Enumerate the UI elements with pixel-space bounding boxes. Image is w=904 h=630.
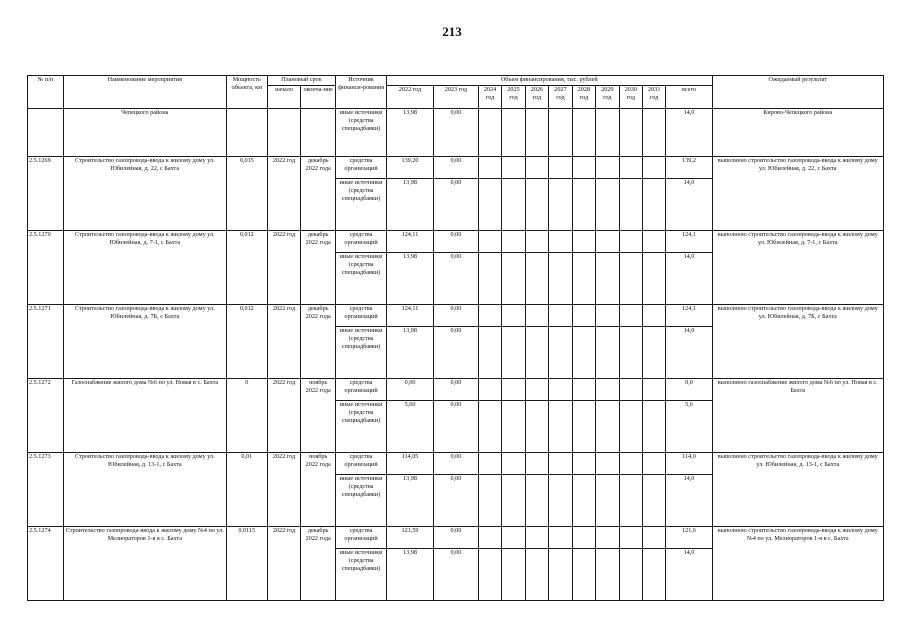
- row-source: средства организаций: [336, 305, 387, 327]
- row-name: Чепецкого района: [63, 109, 226, 157]
- row-result: выполнено газоснабжение жилого дома №6 по ул. Новая в с. Бахта: [712, 379, 884, 453]
- empty-cell: [549, 179, 572, 231]
- row-source: иные источники (средства спецнадбавки): [336, 549, 387, 601]
- empty-cell: [619, 179, 642, 231]
- value-2022: 114,05: [387, 453, 434, 475]
- table-row: [28, 379, 884, 401]
- value-2023: 0,00: [433, 179, 478, 231]
- value-2022: 13,98: [387, 109, 434, 157]
- value-total: 121,6: [666, 527, 712, 549]
- value-2023: 0,00: [433, 231, 478, 253]
- empty-cell: [549, 109, 572, 157]
- row-source: иные источники (средства спецнадбавки): [336, 401, 387, 453]
- row-name: Строительство газопровода-ввода к жилому дому ул. Юбилейная, д. 22, с Бахта: [63, 157, 226, 231]
- value-total: 14,0: [666, 179, 712, 231]
- empty-cell: [478, 401, 501, 453]
- value-2022: 13,98: [387, 253, 434, 305]
- empty-cell: [572, 453, 595, 475]
- empty-cell: [643, 527, 666, 549]
- empty-cell: [549, 253, 572, 305]
- row-name: Строительство газопровода-ввода к жилому дому ул. Юбилейная, д. 13-1, с Бахта: [63, 453, 226, 527]
- empty-cell: [226, 109, 267, 157]
- header-year-2028: 2028 год: [572, 86, 595, 109]
- empty-cell: [502, 379, 525, 401]
- row-capacity: 0,012: [226, 305, 267, 379]
- table-row: [28, 453, 884, 475]
- value-total: 139,2: [666, 157, 712, 179]
- empty-cell: [572, 109, 595, 157]
- value-total: 124,1: [666, 305, 712, 327]
- value-2022: 121,59: [387, 527, 434, 549]
- empty-cell: [525, 401, 548, 453]
- row-capacity: 0,01: [226, 453, 267, 527]
- header-total: всего: [666, 86, 712, 109]
- empty-cell: [502, 327, 525, 379]
- empty-cell: [643, 231, 666, 253]
- header-name: Наименование мероприятия: [63, 76, 226, 109]
- row-num: 2.5.1269: [28, 157, 64, 231]
- empty-cell: [596, 253, 619, 305]
- empty-cell: [525, 157, 548, 179]
- empty-cell: [549, 475, 572, 527]
- value-2023: 0,00: [433, 453, 478, 475]
- empty-cell: [572, 231, 595, 253]
- value-total: 5,6: [666, 401, 712, 453]
- empty-cell: [572, 379, 595, 401]
- empty-cell: [643, 109, 666, 157]
- empty-cell: [478, 379, 501, 401]
- header-year-2024: 2024 год: [478, 86, 501, 109]
- row-source: средства организаций: [336, 453, 387, 475]
- empty-cell: [502, 453, 525, 475]
- empty-cell: [525, 379, 548, 401]
- empty-cell: [643, 401, 666, 453]
- row-source: иные источники (средства спецнадбавки): [336, 109, 387, 157]
- row-capacity: 0,012: [226, 231, 267, 305]
- row-end: декабрь 2022 года: [301, 231, 336, 305]
- value-2023: 0,00: [433, 549, 478, 601]
- empty-cell: [549, 549, 572, 601]
- row-source: иные источники (средства спецнадбавки): [336, 475, 387, 527]
- value-2023: 0,00: [433, 327, 478, 379]
- table-row: [28, 109, 884, 157]
- empty-cell: [619, 157, 642, 179]
- table-row: [28, 305, 884, 327]
- row-start: 2022 год: [267, 379, 301, 453]
- empty-cell: [525, 527, 548, 549]
- empty-cell: [596, 179, 619, 231]
- value-2022: 13,98: [387, 475, 434, 527]
- header-year-2025: 2025 год: [502, 86, 525, 109]
- empty-cell: [502, 179, 525, 231]
- funding-table: [27, 75, 884, 601]
- row-start: 2022 год: [267, 305, 301, 379]
- row-start: 2022 год: [267, 527, 301, 601]
- value-2023: 0,00: [433, 379, 478, 401]
- empty-cell: [525, 305, 548, 327]
- row-num: 2.5.1273: [28, 453, 64, 527]
- value-2023: 0,00: [433, 475, 478, 527]
- value-2023: 0,00: [433, 109, 478, 157]
- row-capacity: 0,0115: [226, 527, 267, 601]
- value-2022: 13,98: [387, 327, 434, 379]
- empty-cell: [596, 453, 619, 475]
- row-source: иные источники (средства спецнадбавки): [336, 253, 387, 305]
- value-total: 14,0: [666, 549, 712, 601]
- empty-cell: [301, 109, 336, 157]
- row-num: 2.5.1274: [28, 527, 64, 601]
- header-capacity: Мощность объекта, км: [226, 76, 267, 109]
- empty-cell: [643, 379, 666, 401]
- empty-cell: [525, 179, 548, 231]
- empty-cell: [643, 253, 666, 305]
- value-total: 124,1: [666, 231, 712, 253]
- empty-cell: [478, 327, 501, 379]
- row-num: [28, 109, 64, 157]
- empty-cell: [502, 109, 525, 157]
- empty-cell: [572, 327, 595, 379]
- empty-cell: [596, 549, 619, 601]
- empty-cell: [619, 379, 642, 401]
- empty-cell: [549, 305, 572, 327]
- row-source: средства организаций: [336, 157, 387, 179]
- empty-cell: [549, 157, 572, 179]
- empty-cell: [502, 401, 525, 453]
- empty-cell: [572, 401, 595, 453]
- row-end: декабрь 2022 года: [301, 305, 336, 379]
- empty-cell: [549, 453, 572, 475]
- value-2022: 124,11: [387, 231, 434, 253]
- header-end: оконча-ние: [301, 86, 336, 109]
- header-funding: Объем финансирования, тыс. рублей: [387, 76, 712, 86]
- row-num: 2.5.1272: [28, 379, 64, 453]
- empty-cell: [572, 527, 595, 549]
- empty-cell: [525, 231, 548, 253]
- empty-cell: [549, 327, 572, 379]
- empty-cell: [619, 231, 642, 253]
- value-2023: 0,00: [433, 401, 478, 453]
- value-total: 14,0: [666, 253, 712, 305]
- row-name: Строительство газопровода-ввода к жилому дому №4 по ул. Мелиораторов 1-я в с. Бахта: [63, 527, 226, 601]
- header-start: начало: [267, 86, 301, 109]
- empty-cell: [478, 179, 501, 231]
- page-number: 213: [442, 24, 462, 39]
- empty-cell: [619, 327, 642, 379]
- row-end: ноябрь 2022 года: [301, 379, 336, 453]
- empty-cell: [596, 109, 619, 157]
- empty-cell: [619, 109, 642, 157]
- empty-cell: [643, 305, 666, 327]
- empty-cell: [596, 231, 619, 253]
- empty-cell: [549, 379, 572, 401]
- header-year-2022: 2022 год: [387, 86, 434, 109]
- value-total: 114,0: [666, 453, 712, 475]
- empty-cell: [478, 549, 501, 601]
- row-result: выполнено строительство газопровода-ввода к жилому дому ул. Юбилейная, д. 7Б, с Бахта: [712, 305, 884, 379]
- empty-cell: [478, 305, 501, 327]
- empty-cell: [525, 453, 548, 475]
- value-2022: 0,00: [387, 379, 434, 401]
- empty-cell: [619, 305, 642, 327]
- value-2023: 0,00: [433, 527, 478, 549]
- empty-cell: [572, 179, 595, 231]
- empty-cell: [643, 549, 666, 601]
- header-year-2023: 2023 год: [433, 86, 478, 109]
- empty-cell: [549, 231, 572, 253]
- empty-cell: [572, 549, 595, 601]
- empty-cell: [502, 549, 525, 601]
- value-2022: 13,98: [387, 179, 434, 231]
- empty-cell: [643, 157, 666, 179]
- empty-cell: [478, 527, 501, 549]
- empty-cell: [478, 157, 501, 179]
- empty-cell: [502, 475, 525, 527]
- row-name: Строительство газопровода-ввода к жилому дому ул. Юбилейная, д. 7-1, с Бахта: [63, 231, 226, 305]
- row-source: иные источники (средства спецнадбавки): [336, 179, 387, 231]
- value-2023: 0,00: [433, 253, 478, 305]
- row-source: средства организаций: [336, 231, 387, 253]
- empty-cell: [478, 109, 501, 157]
- row-name: Газоснабжение жилого дома №6 по ул. Новая в с. Бахта: [63, 379, 226, 453]
- value-2023: 0,00: [433, 157, 478, 179]
- empty-cell: [596, 475, 619, 527]
- empty-cell: [478, 453, 501, 475]
- row-start: 2022 год: [267, 231, 301, 305]
- value-2022: 139,20: [387, 157, 434, 179]
- empty-cell: [525, 549, 548, 601]
- empty-cell: [478, 475, 501, 527]
- header-year-2029: 2029 год: [596, 86, 619, 109]
- header-year-2026: 2026 год: [525, 86, 548, 109]
- empty-cell: [525, 327, 548, 379]
- value-total: 14,0: [666, 109, 712, 157]
- header-source: Источник финанси-рования: [336, 76, 387, 109]
- table-body: [28, 109, 884, 601]
- row-start: 2022 год: [267, 157, 301, 231]
- value-2022: 5,60: [387, 401, 434, 453]
- value-total: 0,0: [666, 379, 712, 401]
- row-result: выполнено строительство газопровода-ввода к жилому дому ул. Юбилейная, д. 13-1, с Бахта: [712, 453, 884, 527]
- row-source: средства организаций: [336, 527, 387, 549]
- empty-cell: [525, 253, 548, 305]
- empty-cell: [478, 231, 501, 253]
- table-row: [28, 527, 884, 549]
- value-2022: 13,98: [387, 549, 434, 601]
- empty-cell: [502, 527, 525, 549]
- row-source: средства организаций: [336, 379, 387, 401]
- empty-cell: [596, 157, 619, 179]
- table-row: [28, 157, 884, 179]
- empty-cell: [549, 527, 572, 549]
- header-term: Плановый срок: [267, 76, 335, 86]
- row-num: 2.5.1271: [28, 305, 64, 379]
- empty-cell: [619, 475, 642, 527]
- empty-cell: [596, 401, 619, 453]
- empty-cell: [525, 109, 548, 157]
- empty-cell: [596, 527, 619, 549]
- empty-cell: [643, 453, 666, 475]
- header-num: № п/п: [28, 76, 64, 109]
- empty-cell: [643, 327, 666, 379]
- header-result: Ожидаемый результат: [712, 76, 884, 109]
- empty-cell: [502, 231, 525, 253]
- row-name: Строительство газопровода-ввода к жилому дому ул. Юбилейная, д. 7Б, с Бахта: [63, 305, 226, 379]
- empty-cell: [619, 253, 642, 305]
- row-result: выполнено строительство газопровода-ввода к жилому дому ул. Юбилейная, д. 22, с Бахта: [712, 157, 884, 231]
- empty-cell: [502, 253, 525, 305]
- row-num: 2.5.1270: [28, 231, 64, 305]
- empty-cell: [502, 157, 525, 179]
- empty-cell: [525, 475, 548, 527]
- empty-cell: [596, 327, 619, 379]
- empty-cell: [619, 401, 642, 453]
- empty-cell: [643, 179, 666, 231]
- empty-cell: [619, 549, 642, 601]
- header-year-2030: 2030 год: [619, 86, 642, 109]
- empty-cell: [572, 157, 595, 179]
- row-start: 2022 год: [267, 453, 301, 527]
- empty-cell: [572, 305, 595, 327]
- empty-cell: [549, 401, 572, 453]
- table-header: [28, 76, 884, 109]
- value-total: 14,0: [666, 475, 712, 527]
- value-2023: 0,00: [433, 305, 478, 327]
- empty-cell: [267, 109, 301, 157]
- value-total: 14,0: [666, 327, 712, 379]
- row-result: выполнено строительство газопровода-ввода к жилому дому ул. Юбилейная, д. 7-1, с Бахта: [712, 231, 884, 305]
- empty-cell: [619, 527, 642, 549]
- empty-cell: [596, 379, 619, 401]
- empty-cell: [478, 253, 501, 305]
- row-capacity: 0: [226, 379, 267, 453]
- row-end: декабрь 2022 года: [301, 157, 336, 231]
- row-source: иные источники (средства спецнадбавки): [336, 327, 387, 379]
- header-year-2027: 2027 год: [549, 86, 572, 109]
- header-year-2031: 2031 год: [643, 86, 666, 109]
- row-result: выполнено строительство газопровода-ввода к жилому дому №4 по ул. Мелиораторов 1-я в с. Бахта: [712, 527, 884, 601]
- empty-cell: [572, 253, 595, 305]
- table-row: [28, 231, 884, 253]
- empty-cell: [643, 475, 666, 527]
- row-end: декабрь 2022 года: [301, 527, 336, 601]
- empty-cell: [619, 453, 642, 475]
- row-capacity: 0,015: [226, 157, 267, 231]
- empty-cell: [572, 475, 595, 527]
- empty-cell: [596, 305, 619, 327]
- row-result: Кирово-Чепецкого района: [712, 109, 884, 157]
- row-end: ноябрь 2022 года: [301, 453, 336, 527]
- value-2022: 124,11: [387, 305, 434, 327]
- empty-cell: [502, 305, 525, 327]
